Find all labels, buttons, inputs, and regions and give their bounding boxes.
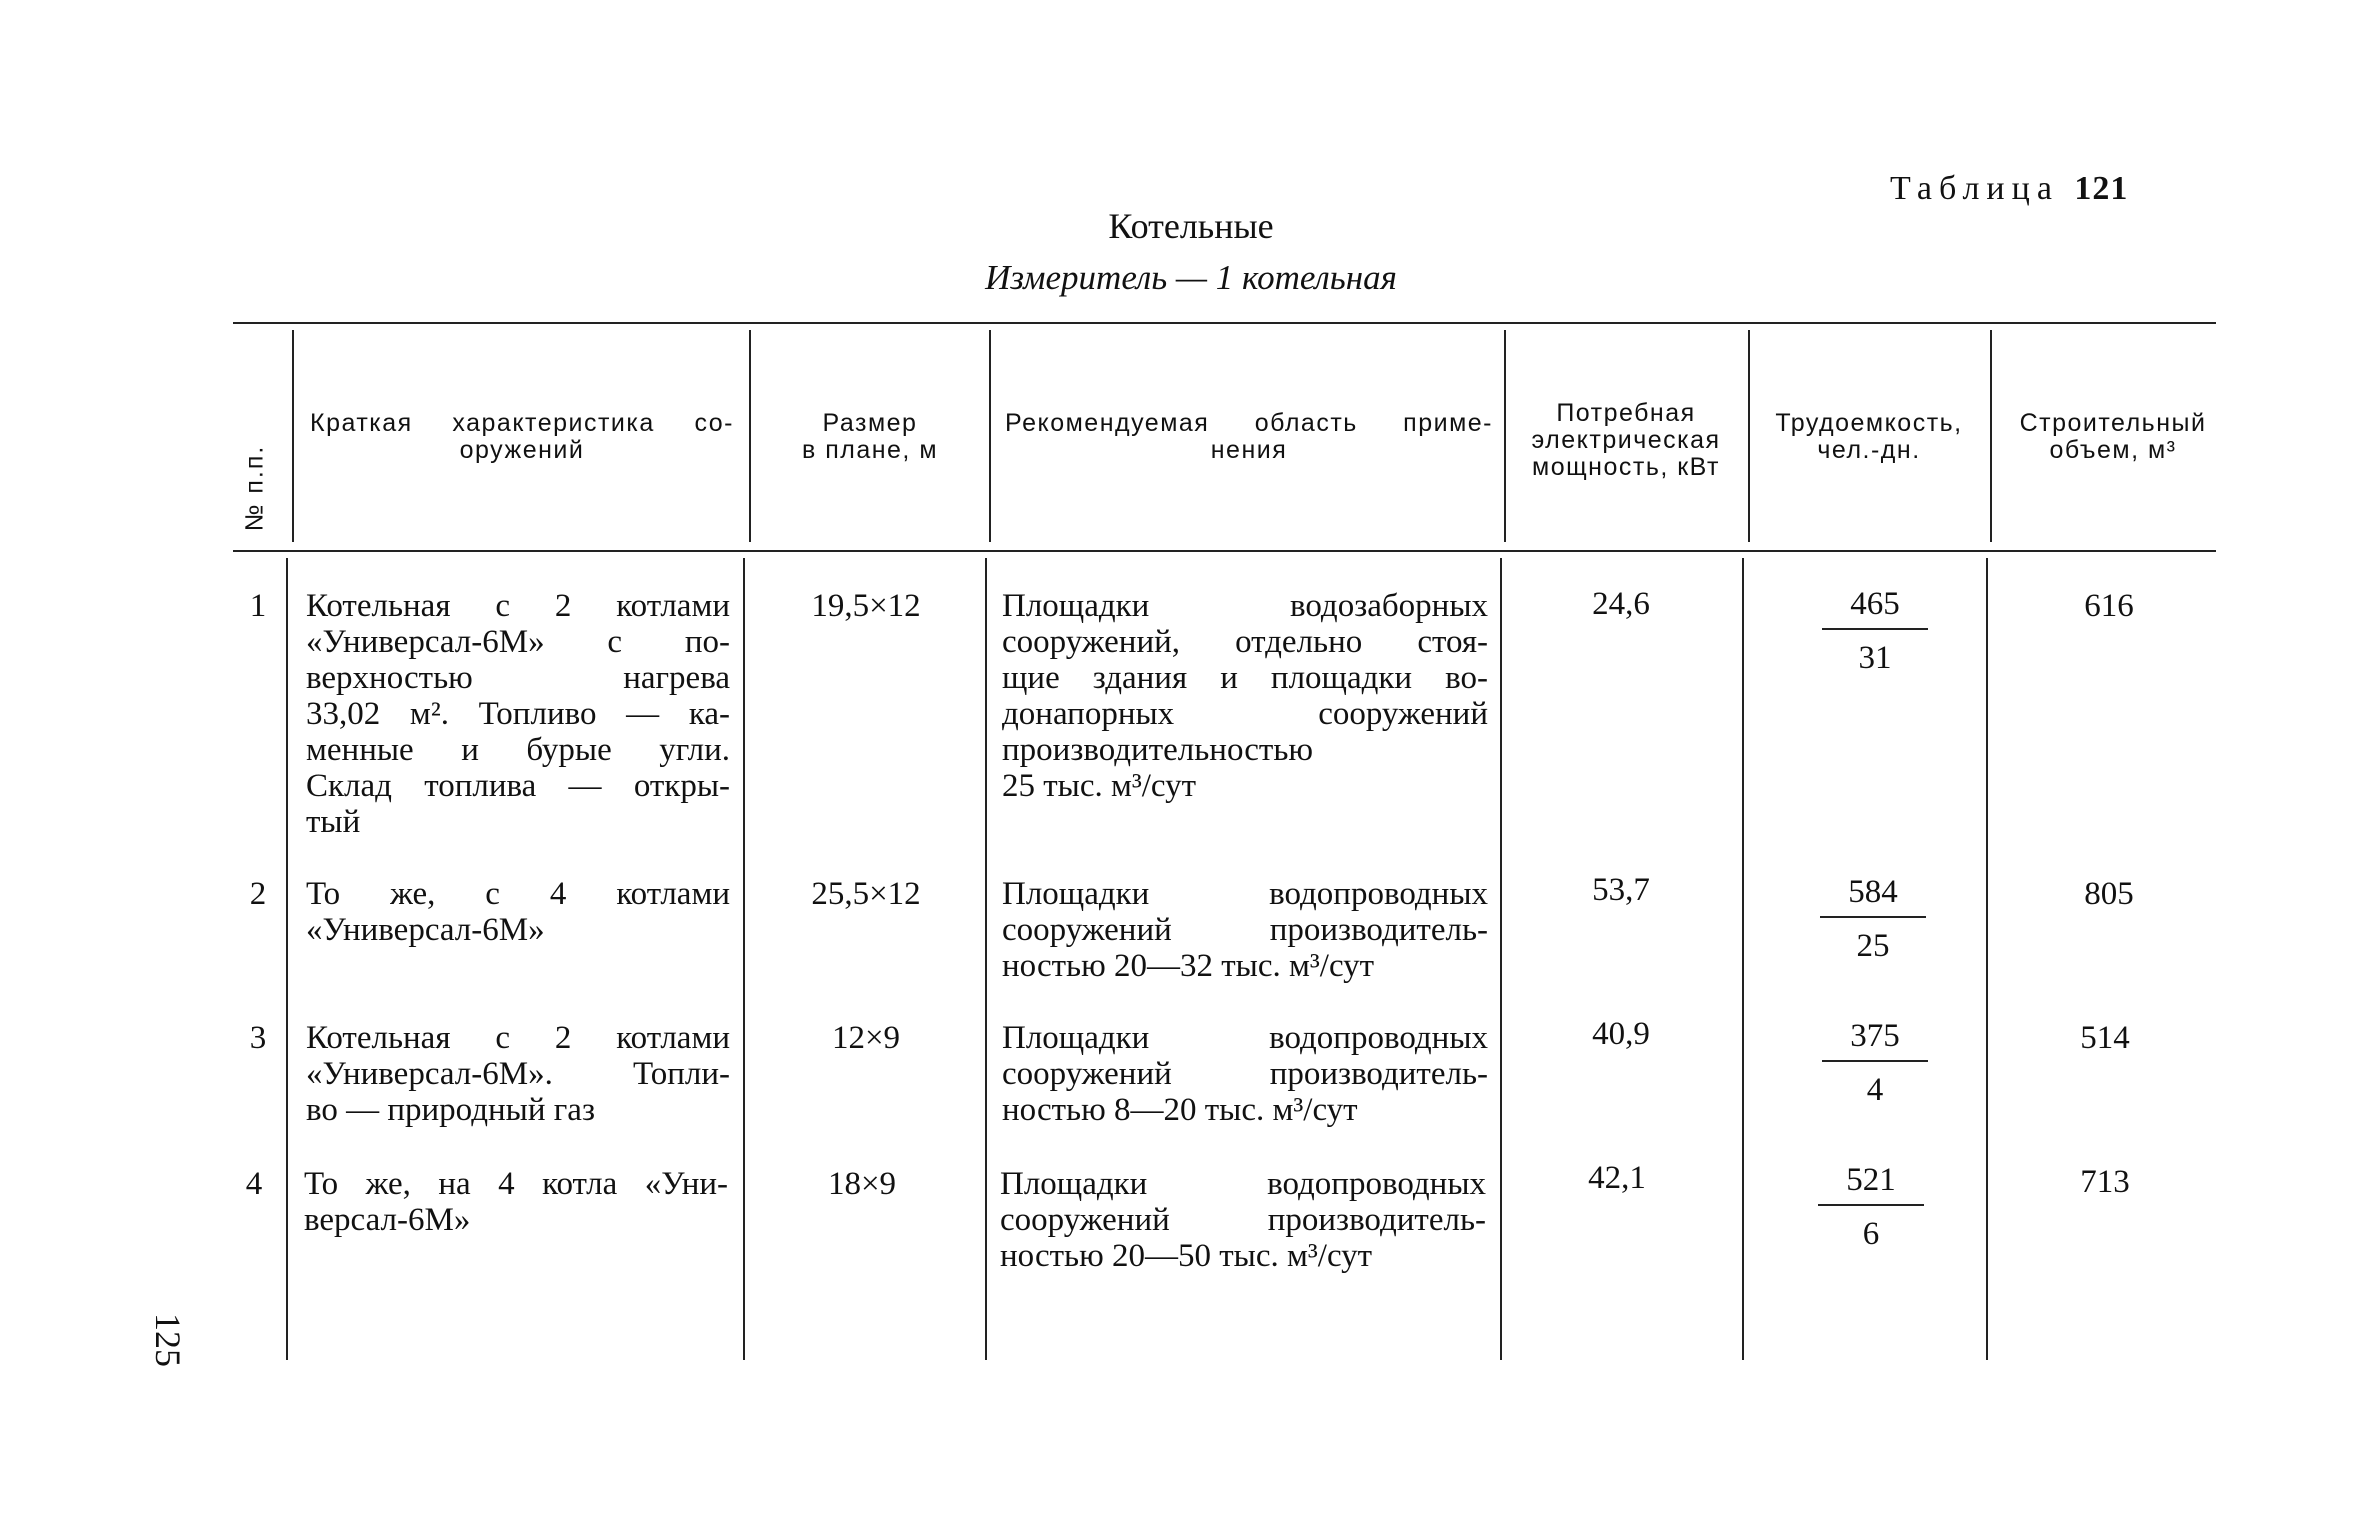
top-rule — [233, 322, 2216, 324]
description-line: «Универсал-6М» с по- — [306, 624, 730, 660]
page-number: 125 — [148, 1313, 188, 1367]
area-line: донапорных сооружений — [1002, 696, 1488, 732]
header-volume — [1996, 410, 2230, 464]
labor-numerator: 375 — [1850, 1018, 1900, 1054]
body-divider — [985, 558, 987, 1360]
area-line: сооружений, отдельно стоя- — [1002, 624, 1488, 660]
table-label-number: 121 — [2074, 170, 2129, 207]
description-line: верхностью нагрева — [306, 660, 730, 696]
header-desc — [310, 410, 734, 464]
description-line: То же, с 4 котлами — [306, 876, 730, 912]
row-description — [306, 588, 730, 840]
area-line: 25 тыс. м³/сут — [1002, 768, 1197, 804]
header-divider — [989, 330, 991, 542]
header-area-line: Рекомендуемая область приме- — [1005, 409, 1493, 437]
row-number: 3 — [249, 1020, 267, 1056]
row-number: 2 — [249, 876, 267, 912]
row-area — [1000, 1166, 1486, 1274]
description-line: тый — [306, 804, 361, 840]
labor-denominator: 31 — [1858, 640, 1892, 676]
row-volume: 514 — [2080, 1020, 2130, 1056]
description-line: менные и бурые угли. — [306, 732, 730, 768]
labor-denominator: 25 — [1856, 928, 1890, 964]
area-line: ностью 20—50 тыс. м³/сут — [1000, 1238, 1373, 1274]
area-line: сооружений производитель- — [1002, 1056, 1488, 1092]
row-area — [1002, 1020, 1488, 1128]
body-divider — [286, 558, 288, 1360]
table-label-word: Таблица — [1890, 170, 2059, 207]
header-divider — [292, 330, 294, 542]
header-labor — [1752, 410, 1986, 464]
area-line: Площадки водозаборных — [1002, 588, 1488, 624]
row-size: 18×9 — [827, 1166, 897, 1202]
body-divider — [1500, 558, 1502, 1360]
row-labor — [1810, 1018, 1940, 1108]
header-labor-line: чел.-дн. — [1817, 436, 1921, 464]
row-labor — [1810, 586, 1940, 676]
row-volume: 713 — [2080, 1164, 2130, 1200]
row-description — [306, 1020, 730, 1128]
header-power — [1508, 400, 1744, 481]
header-desc-line: оружений — [459, 436, 585, 464]
area-line: ностью 20—32 тыс. м³/сут — [1002, 948, 1375, 984]
row-size: 25,5×12 — [811, 876, 921, 912]
description-line: 33,02 м². Топливо — ка- — [306, 696, 730, 732]
area-line: ностью 8—20 тыс. м³/сут — [1002, 1092, 1358, 1128]
row-labor — [1806, 1162, 1936, 1252]
fraction-bar — [1818, 1204, 1924, 1206]
header-size-line: Размер — [822, 409, 918, 437]
area-line: щие здания и площадки во- — [1002, 660, 1488, 696]
description-line: Склад топлива — откры- — [306, 768, 730, 804]
row-labor — [1808, 874, 1938, 964]
body-divider — [743, 558, 745, 1360]
labor-denominator: 6 — [1862, 1216, 1880, 1252]
fraction-bar — [1822, 628, 1928, 630]
row-description — [306, 876, 730, 948]
area-line: Площадки водопроводных — [1002, 1020, 1488, 1056]
area-line: сооружений производитель- — [1000, 1202, 1486, 1238]
body-divider — [1986, 558, 1988, 1360]
header-size-line: в плане, м — [801, 436, 939, 464]
header-power-line: электрическая — [1531, 426, 1721, 454]
area-line: производительностью — [1002, 732, 1314, 768]
area-line: Площадки водопроводных — [1002, 876, 1488, 912]
header-num: № п.п. — [240, 444, 269, 532]
description-line: То же, на 4 котла «Уни- — [304, 1166, 728, 1202]
area-line: Площадки водопроводных — [1000, 1166, 1486, 1202]
table-label — [1890, 170, 2128, 208]
header-power-line: мощность, кВт — [1532, 453, 1720, 481]
row-description — [304, 1166, 728, 1238]
row-number: 1 — [249, 588, 267, 624]
description-line: версал-6М» — [304, 1202, 471, 1238]
table-title: Котельные — [1108, 206, 1274, 246]
row-area — [1002, 588, 1488, 804]
fraction-bar — [1822, 1060, 1928, 1062]
header-area — [1005, 410, 1493, 464]
area-line: сооружений производитель- — [1002, 912, 1488, 948]
body-divider — [1742, 558, 1744, 1360]
row-power: 24,6 — [1592, 586, 1650, 622]
row-power: 40,9 — [1592, 1016, 1650, 1052]
row-size: 19,5×12 — [811, 588, 921, 624]
description-line: Котельная с 2 котлами — [306, 588, 730, 624]
header-divider — [1504, 330, 1506, 542]
row-power: 53,7 — [1592, 872, 1650, 908]
table-subtitle: Измеритель — 1 котельная — [985, 258, 1397, 297]
labor-denominator: 4 — [1866, 1072, 1884, 1108]
row-volume: 616 — [2084, 588, 2134, 624]
header-volume-line: объем, м³ — [2049, 436, 2177, 464]
row-area — [1002, 876, 1488, 984]
header-divider — [1748, 330, 1750, 542]
description-line: «Универсал-6М» — [306, 912, 545, 948]
row-number: 4 — [245, 1166, 263, 1202]
fraction-bar — [1820, 916, 1926, 918]
header-area-line: нения — [1210, 436, 1288, 464]
header-bottom-rule — [233, 550, 2216, 552]
header-volume-line: Строительный — [2019, 409, 2207, 437]
row-volume: 805 — [2084, 876, 2134, 912]
header-divider — [749, 330, 751, 542]
description-line: «Универсал-6М». Топли- — [306, 1056, 730, 1092]
header-size — [760, 410, 980, 464]
labor-numerator: 521 — [1846, 1162, 1896, 1198]
labor-numerator: 584 — [1848, 874, 1898, 910]
description-line: Котельная с 2 котлами — [306, 1020, 730, 1056]
header-labor-line: Трудоемкость, — [1775, 409, 1963, 437]
row-power: 42,1 — [1588, 1160, 1646, 1196]
labor-numerator: 465 — [1850, 586, 1900, 622]
header-divider — [1990, 330, 1992, 542]
row-size: 12×9 — [831, 1020, 901, 1056]
header-power-line: Потребная — [1556, 399, 1696, 427]
description-line: во — природный газ — [306, 1092, 595, 1128]
header-desc-line: Краткая характеристика со- — [310, 409, 734, 437]
